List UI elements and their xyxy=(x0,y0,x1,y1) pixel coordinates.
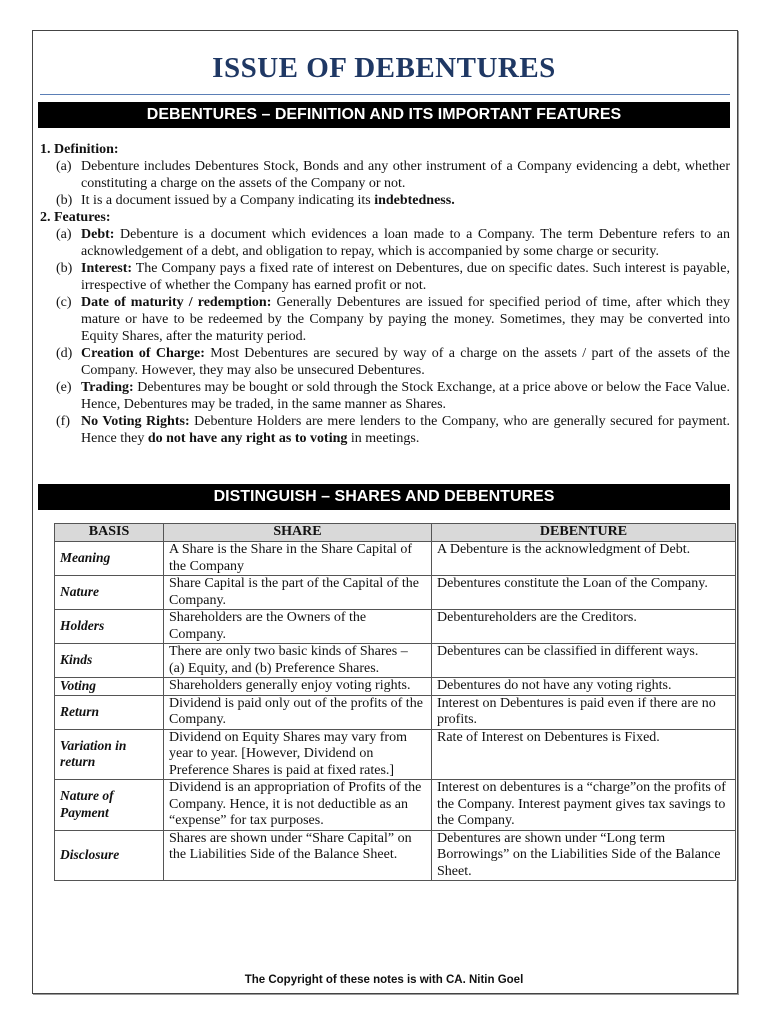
table-row xyxy=(55,610,736,644)
copyright-footer: The Copyright of these notes is with CA. Nitin Goel xyxy=(244,974,524,986)
share-cell: Share Capital is the part of the Capital of the Company. xyxy=(164,576,432,610)
feature-desc: Debenture Holders are mere lenders to the Company, who are generally secured for payment. Hence they xyxy=(81,414,730,446)
item-text xyxy=(81,413,730,447)
section-banner-distinguish: DISTINGUISH – SHARES AND DEBENTURES xyxy=(38,484,730,510)
debenture-cell: Debentures constitute the Loan of the Company. xyxy=(432,576,736,610)
debenture-cell: A Debenture is the acknowledgment of Debt. xyxy=(432,542,736,576)
column-header-debenture: DEBENTURE xyxy=(432,524,736,542)
feature-item-d xyxy=(40,345,730,379)
share-cell: Shareholders generally enjoy voting rights. xyxy=(164,678,432,696)
basis-cell: Voting xyxy=(55,678,164,696)
definition-item-a xyxy=(40,158,730,192)
table-row xyxy=(55,542,736,576)
item-text xyxy=(81,226,730,260)
feature-item-b xyxy=(40,260,730,294)
feature-title: Date of maturity / redemption: xyxy=(81,295,272,310)
table-row xyxy=(55,678,736,696)
share-cell: Shareholders are the Owners of the Company. xyxy=(164,610,432,644)
feature-desc-bold: do not have any right as to voting xyxy=(147,431,348,446)
feature-title: Trading: xyxy=(81,380,134,395)
page-title: ISSUE OF DEBENTURES xyxy=(212,52,556,84)
feature-desc: Most Debentures are secured by way of a charge on the assets / part of the assets of the Company. However, they may also be unsecured Debentures. xyxy=(81,346,730,378)
item-text xyxy=(81,345,730,379)
table-row xyxy=(55,780,736,831)
table-row xyxy=(55,830,736,881)
debenture-cell: Interest on debentures is a “charge”on the profits of the Company. Interest payment gives tax savings to the Company. xyxy=(432,780,736,831)
section-banner-definition: DEBENTURES – DEFINITION AND ITS IMPORTANT FEATURES xyxy=(38,102,730,128)
item-label: (b) xyxy=(56,193,73,208)
basis-cell: Kinds xyxy=(55,644,164,678)
definition-item-b xyxy=(40,192,730,209)
debenture-cell: Debentures are shown under “Long term Borrowings” on the Liabilities Side of the Balance Sheet. xyxy=(432,830,736,881)
item-text xyxy=(81,192,730,209)
item-label: (f) xyxy=(56,414,70,429)
table-header-row xyxy=(55,524,736,542)
debenture-cell: Rate of Interest on Debentures is Fixed. xyxy=(432,729,736,780)
basis-cell: Nature xyxy=(55,576,164,610)
share-cell: Dividend on Equity Shares may vary from year to year. [However, Dividend on Preference Shares is paid at fixed rates.] xyxy=(164,729,432,780)
item-label: (a) xyxy=(56,227,72,242)
feature-item-e xyxy=(40,379,730,413)
title-divider xyxy=(40,94,730,95)
share-cell: Shares are shown under “Share Capital” on the Liabilities Side of the Balance Sheet. xyxy=(164,830,432,881)
feature-desc: Generally Debentures are issued for specified period of time, after which they mature or have to be redeemed by the Company by paying the money. Sometimes, they may be converted into Equity Shares, after the maturity period. xyxy=(81,295,730,344)
feature-desc: The Company pays a fixed rate of interest on Debentures, due on specific dates. Such interest is payable, irrespective of whether the Company has earned profit or not. xyxy=(81,261,730,293)
feature-desc: Debenture is a document which evidences a loan made to a Company. The term Debenture refers to an acknowledgement of a debt, and obligation to repay, which is accompanied by some charge or security. xyxy=(81,227,730,259)
debenture-cell: Debentureholders are the Creditors. xyxy=(432,610,736,644)
share-cell: Dividend is paid only out of the profits of the Company. xyxy=(164,695,432,729)
item-label: (d) xyxy=(56,346,73,361)
feature-item-f xyxy=(40,413,730,447)
feature-title: Debt: xyxy=(81,227,115,242)
basis-cell: Holders xyxy=(55,610,164,644)
item-text xyxy=(81,294,730,345)
share-cell: Dividend is an appropriation of Profits of the Company. Hence, it is not deductible as an “expense” for tax purposes. xyxy=(164,780,432,831)
debenture-cell: Interest on Debentures is paid even if there are no profits. xyxy=(432,695,736,729)
feature-title: No Voting Rights: xyxy=(81,414,190,429)
table-row xyxy=(55,695,736,729)
debenture-cell: Debentures can be classified in different ways. xyxy=(432,644,736,678)
table-row xyxy=(55,729,736,780)
feature-desc: Debentures may be bought or sold through the Stock Exchange, at a price above or below the Face Value. Hence, Debentures may be traded, in the same manner as Shares. xyxy=(81,380,730,412)
share-cell: There are only two basic kinds of Shares – (a) Equity, and (b) Preference Shares. xyxy=(164,644,432,678)
definition-heading: 1. Definition: xyxy=(40,142,119,157)
item-label: (b) xyxy=(56,261,73,276)
debenture-cell: Debentures do not have any voting rights. xyxy=(432,678,736,696)
comparison-table xyxy=(54,523,736,881)
item-label: (e) xyxy=(56,380,72,395)
basis-cell: Return xyxy=(55,695,164,729)
basis-cell: Meaning xyxy=(55,542,164,576)
table-row xyxy=(55,644,736,678)
column-header-basis: BASIS xyxy=(55,524,164,542)
feature-item-a xyxy=(40,226,730,260)
column-header-share: SHARE xyxy=(164,524,432,542)
basis-cell: Disclosure xyxy=(55,830,164,881)
item-text xyxy=(81,260,730,294)
feature-title: Interest: xyxy=(81,261,133,276)
item-label: (c) xyxy=(56,295,72,310)
item-text: Debenture includes Debentures Stock, Bonds and any other instrument of a Company evidencing a debt, whether constituting a charge on the assets of the Company or not. xyxy=(81,159,730,191)
feature-desc-end: in meetings. xyxy=(347,431,420,446)
item-text-bold: indebtedness. xyxy=(374,193,455,208)
feature-title: Creation of Charge: xyxy=(81,346,205,361)
item-label: (a) xyxy=(56,159,72,174)
share-cell: A Share is the Share in the Share Capital of the Company xyxy=(164,542,432,576)
features-heading: 2. Features: xyxy=(40,210,111,225)
item-text-plain: It is a document issued by a Company indicating its xyxy=(81,193,375,208)
definition-features-section xyxy=(40,141,730,447)
basis-cell: Variation in return xyxy=(55,729,164,780)
feature-item-c xyxy=(40,294,730,345)
basis-cell: Nature of Payment xyxy=(55,780,164,831)
table-row xyxy=(55,576,736,610)
item-text xyxy=(81,379,730,413)
